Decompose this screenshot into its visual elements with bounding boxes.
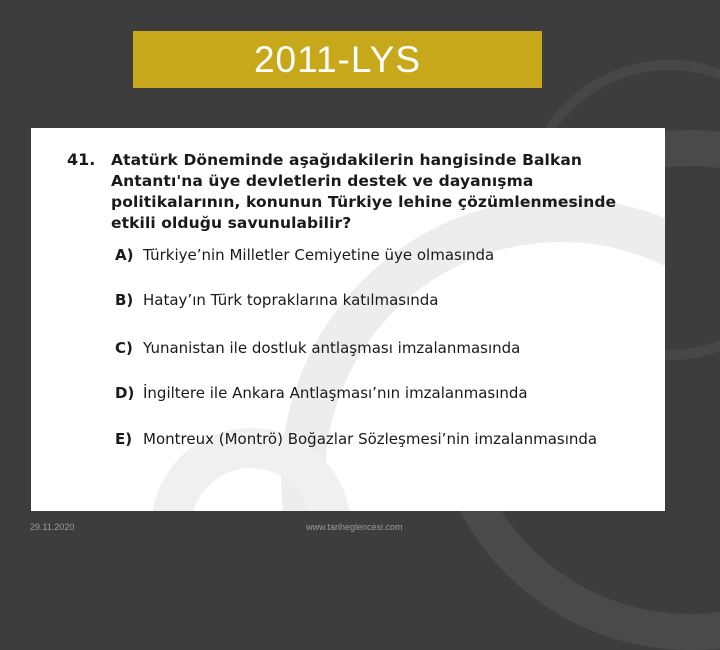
question-number: 41. xyxy=(67,150,96,169)
question-text: Atatürk Döneminde aşağıdakilerin hangisinde Balkan Antantı'na üye devletlerin destek ve dayanışma politikalarının, konunun Türkiye lehine çözümlenmesinde etkili olduğu savunulabilir? xyxy=(111,151,617,232)
title-box xyxy=(133,31,542,88)
question-image xyxy=(31,128,665,511)
option-text: Hatay’ın Türk topraklarına katılmasında xyxy=(143,291,439,309)
option-text: Montreux (Montrö) Boğazlar Sözleşmesi’nin imzalanmasında xyxy=(143,430,598,448)
option-b xyxy=(115,291,625,310)
option-letter: B) xyxy=(115,291,134,309)
option-letter: E) xyxy=(115,430,133,448)
footer-url: www.tariheglencesi.com xyxy=(306,522,403,532)
footer-date: 29.11.2020 xyxy=(30,522,75,532)
option-letter: A) xyxy=(115,246,134,264)
option-e xyxy=(115,430,625,449)
option-c xyxy=(115,339,625,358)
option-a xyxy=(115,246,625,265)
slide-title: 2011-LYS xyxy=(253,38,422,80)
option-text: Yunanistan ile dostluk antlaşması imzalanmasında xyxy=(143,339,521,357)
option-letter: D) xyxy=(115,384,135,402)
option-text: İngiltere ile Ankara Antlaşması’nın imzalanmasında xyxy=(143,384,528,402)
option-text: Türkiye’nin Milletler Cemiyetine üye olmasında xyxy=(143,246,495,264)
option-d xyxy=(115,384,625,403)
option-letter: C) xyxy=(115,339,133,357)
